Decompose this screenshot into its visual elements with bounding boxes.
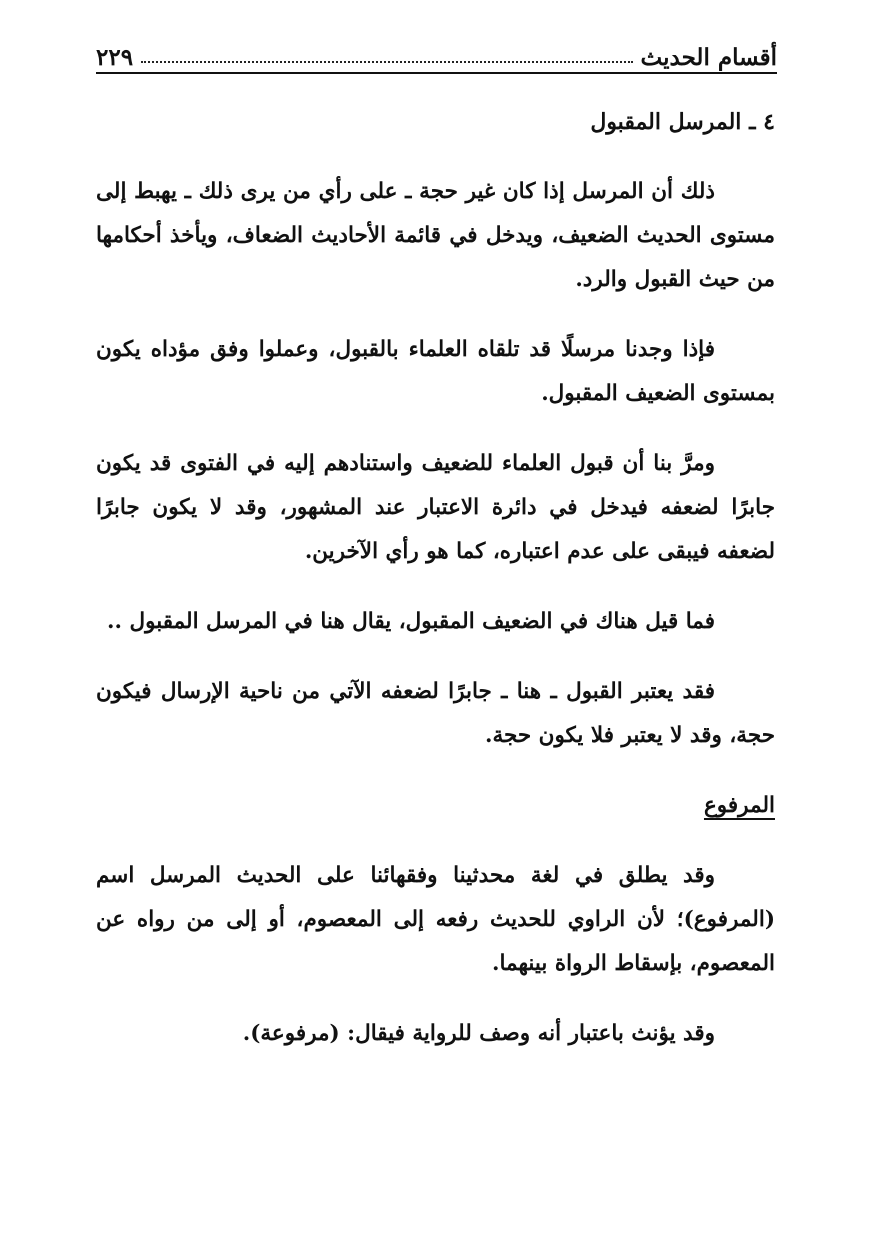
running-header [96, 30, 777, 70]
paragraph: فما قيل هناك في الضعيف المقبول، يقال هنا في المرسل المقبول .. [107, 609, 715, 634]
subheading-marfu: المرفوع [703, 793, 775, 818]
page-body [96, 100, 775, 1082]
paragraph: ومرَّ بنا أن قبول العلماء للضعيف واستنادهم إليه في الفتوى قد يكون جابرًا لضعفه فيدخل في دائرة الاعتبار عند المشهور، وقد لا يكون جابرًا لضعفه فيبقى على عدم اعتباره، كما هو رأي الآخرين. [96, 451, 775, 564]
section-heading: ٤ ـ المرسل المقبول [590, 109, 775, 135]
paragraph: وقد يطلق في لغة محدثينا وفقهائنا على الحديث المرسل اسم (المرفوع)؛ لأن الراوي للحديث رفعه إلى المعصوم، أو إلى من رواه عن المعصوم، بإسقاط الرواة بينهما. [96, 863, 775, 976]
running-title: أقسام الحديث [640, 43, 777, 71]
paragraph: وقد يؤنث باعتبار أنه وصف للرواية فيقال: (مرفوعة). [242, 1021, 715, 1046]
paragraph: ذلك أن المرسل إذا كان غير حجة ـ على رأي من يرى ذلك ـ يهبط إلى مستوى الحديث الضعيف، ويدخل في قائمة الأحاديث الضعاف، ويأخذ أحكامها من حيث القبول والرد. [96, 179, 775, 292]
header-rule [96, 72, 777, 74]
paragraph: فقد يعتبر القبول ـ هنا ـ جابرًا لضعفه الآتي من ناحية الإرسال فيكون حجة، وقد لا يعتبر فلا يكون حجة. [96, 679, 775, 748]
paragraph: فإذا وجدنا مرسلًا قد تلقاه العلماء بالقبول، وعملوا وفق مؤداه يكون بمستوى الضعيف المقبول. [96, 337, 775, 406]
leader-dots [141, 60, 632, 63]
page-number: ٢٢٩ [96, 43, 134, 71]
